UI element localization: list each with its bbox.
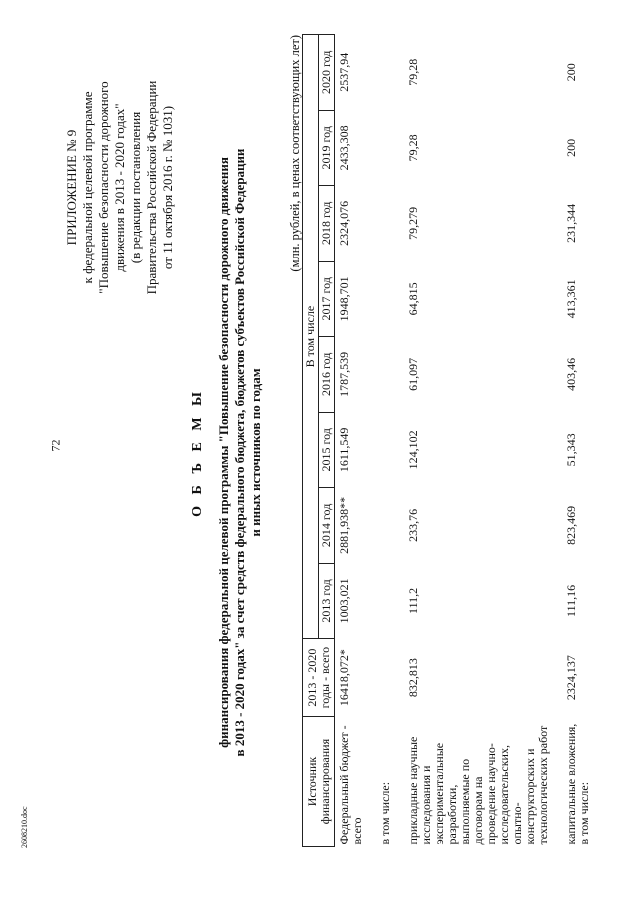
document-file-id: 2608210.doc: [20, 806, 29, 848]
table-row: [376, 35, 404, 847]
row-value: 111,16: [564, 584, 578, 617]
appendix-line: ПРИЛОЖЕНИЕ № 9: [64, 129, 79, 246]
row-value: 1003,021: [337, 578, 351, 624]
row-value: [376, 563, 404, 639]
row-value: [376, 186, 404, 262]
row-value: [376, 110, 404, 186]
row-total: [376, 639, 404, 717]
header-source: Источник финансирования: [303, 717, 335, 847]
header-year: 2020 год: [319, 35, 335, 111]
row-value: 1948,701: [337, 276, 351, 322]
title-heading: О Б Ъ Е М Ы: [190, 388, 205, 517]
row-value: 111,2: [406, 587, 420, 614]
header-year: 2018 год: [319, 186, 335, 262]
header-year: 2019 год: [319, 110, 335, 186]
table-row: [404, 35, 562, 847]
document-title: [190, 40, 264, 865]
row-value: 124,102: [406, 430, 420, 470]
appendix-line: к федеральной целевой программе: [80, 91, 95, 284]
row-value: 200: [564, 63, 578, 82]
appendix-line: движения в 2013 - 2020 годах": [112, 103, 127, 272]
row-value: 64,815: [406, 282, 420, 316]
page-number: 72: [48, 439, 63, 452]
row-value: 79,279: [406, 206, 420, 240]
row-value: 1787,539: [337, 351, 351, 397]
header-year: 2016 год: [319, 337, 335, 413]
table-row: [335, 35, 377, 847]
header-in-that: В том числе: [303, 35, 319, 639]
header-total: 2013 - 2020 годы - всего: [303, 639, 335, 717]
row-value: 413,361: [564, 279, 578, 319]
row-value: 51,343: [564, 433, 578, 467]
row-total: 2324,137: [564, 655, 578, 701]
appendix-line: Правительства Российской Федерации: [144, 80, 159, 295]
row-value: 403,46: [564, 357, 578, 391]
row-total: 16418,072*: [337, 649, 351, 707]
row-value: 1611,549: [337, 427, 351, 473]
row-value: 2537,94: [337, 52, 351, 92]
header-year: 2017 год: [319, 261, 335, 337]
row-value: [376, 412, 404, 488]
row-value: 2433,308: [337, 125, 351, 171]
row-value: 823,469: [564, 505, 578, 545]
row-value: [376, 35, 404, 111]
row-value: 233,76: [406, 508, 420, 542]
header-year: 2015 год: [319, 412, 335, 488]
row-value: 79,28: [406, 134, 420, 162]
appendix-line: (в редакции постановления: [128, 111, 143, 264]
row-value: [376, 261, 404, 337]
row-value: 200: [564, 138, 578, 157]
row-source: капитальные вложения, в том числе:: [564, 723, 591, 845]
budget-table: [302, 34, 603, 847]
title-line: и иных источников по годам: [248, 368, 263, 537]
row-total: 832,813: [406, 658, 420, 698]
row-value: [376, 488, 404, 564]
row-value: 231,344: [564, 203, 578, 243]
row-value: 79,28: [406, 58, 420, 86]
row-value: [376, 337, 404, 413]
row-value: 2324,076: [337, 200, 351, 246]
header-year: 2013 год: [319, 563, 335, 639]
title-line: в 2013 - 2020 годах" за счет средств федерального бюджета, бюджетов субъектов Российской Федерации: [232, 148, 247, 757]
row-source: Федеральный бюджет - всего: [337, 725, 364, 845]
row-value: 61,097: [406, 357, 420, 391]
row-source: прикладные научные исследования и экспериментальные разработки, выполняемые по договорам на проведение научно-исследовательских, опытно-конструкторских и технологических работ: [406, 725, 550, 845]
row-value: 2881,938**: [337, 496, 351, 554]
row-source: в том числе:: [378, 781, 392, 845]
appendix-line: "Повышение безопасности дорожного: [96, 81, 111, 294]
title-line: финансирования федеральной целевой программы "Повышение безопасности дорожного движения: [216, 157, 231, 748]
table-row: [562, 35, 603, 847]
header-year: 2014 год: [319, 488, 335, 564]
appendix-line: от 11 октября 2016 г. № 1031): [160, 105, 175, 270]
units-note: (млн. рублей, в ценах соответствующих лет): [288, 35, 302, 272]
appendix-block: [64, 15, 176, 360]
